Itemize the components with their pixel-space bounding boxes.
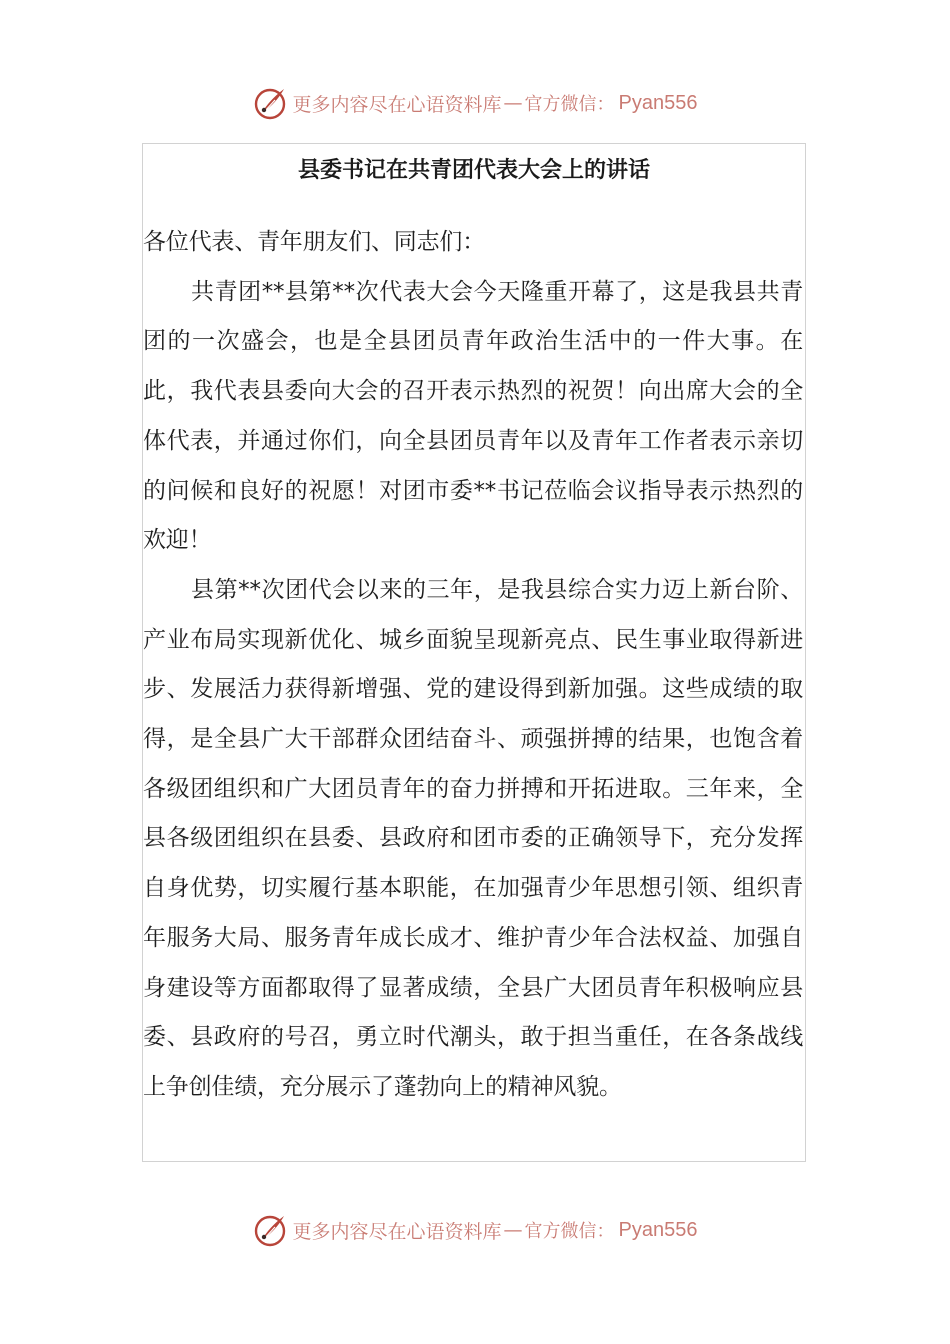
salutation: 各位代表、青年朋友们、同志们： — [143, 229, 486, 255]
quill-logo-icon — [253, 1212, 289, 1248]
top-watermark-banner — [0, 83, 950, 123]
banner-wechat-label: 官方微信： — [524, 1221, 615, 1242]
document-title: 县委书记在共青团代表大会上的讲话 — [297, 158, 650, 183]
quill-logo-icon — [253, 85, 289, 121]
paragraph-1: 共青团**县第**次代表大会今天隆重开幕了，这是我县共青团的一次盛会，也是全县团员青年政治生活中的一件大事。在此，我代表县委向大会的召开表示热烈的祝贺！向出席大会的全体代表，并通过你们，向全县团员青年以及青年工作者表示亲切的问候和良好的祝愿！对团市委**书记莅临会议指导表示热烈的欢迎！ — [143, 278, 803, 554]
banner-wechat-id: Pyan556 — [618, 1218, 698, 1241]
paragraph-2: 县第**次团代会以来的三年，是我县综合实力迈上新台阶、产业布局实现新优化、城乡面貌呈现新亮点、民生事业取得新进步、发展活力获得新增强、党的建设得到新加强。这些成绩的取得，是全县广大干部群众团结奋斗、顽强拼搏的结果，也饱含着各级团组织和广大团员青年的奋力拼搏和开拓进取。三年来，全县各级团组织在县委、县政府和团市委的正确领导下，充分发挥自身优势，切实履行基本职能，在加强青少年思想引领、组织青年服务大局、服务青年成长成才、维护青少年合法权益、加强自身建设等方面都取得了显著成绩，全县广大团员青年积极响应县委、县政府的号召，勇立时代潮头，敢于担当重任，在各条战线上争创佳绩，充分展示了蓬勃向上的精神风貌。 — [143, 576, 803, 1100]
banner-wechat-label: 官方微信： — [524, 94, 615, 115]
banner-main-text: 更多内容尽在心语资料库 — [292, 93, 502, 116]
banner-dash: — — [503, 92, 523, 114]
bottom-watermark-banner — [0, 1210, 950, 1250]
banner-dash: — — [503, 1219, 523, 1241]
document-body — [143, 218, 803, 1113]
banner-wechat-id: Pyan556 — [618, 91, 698, 114]
banner-main-text: 更多内容尽在心语资料库 — [292, 1220, 502, 1243]
